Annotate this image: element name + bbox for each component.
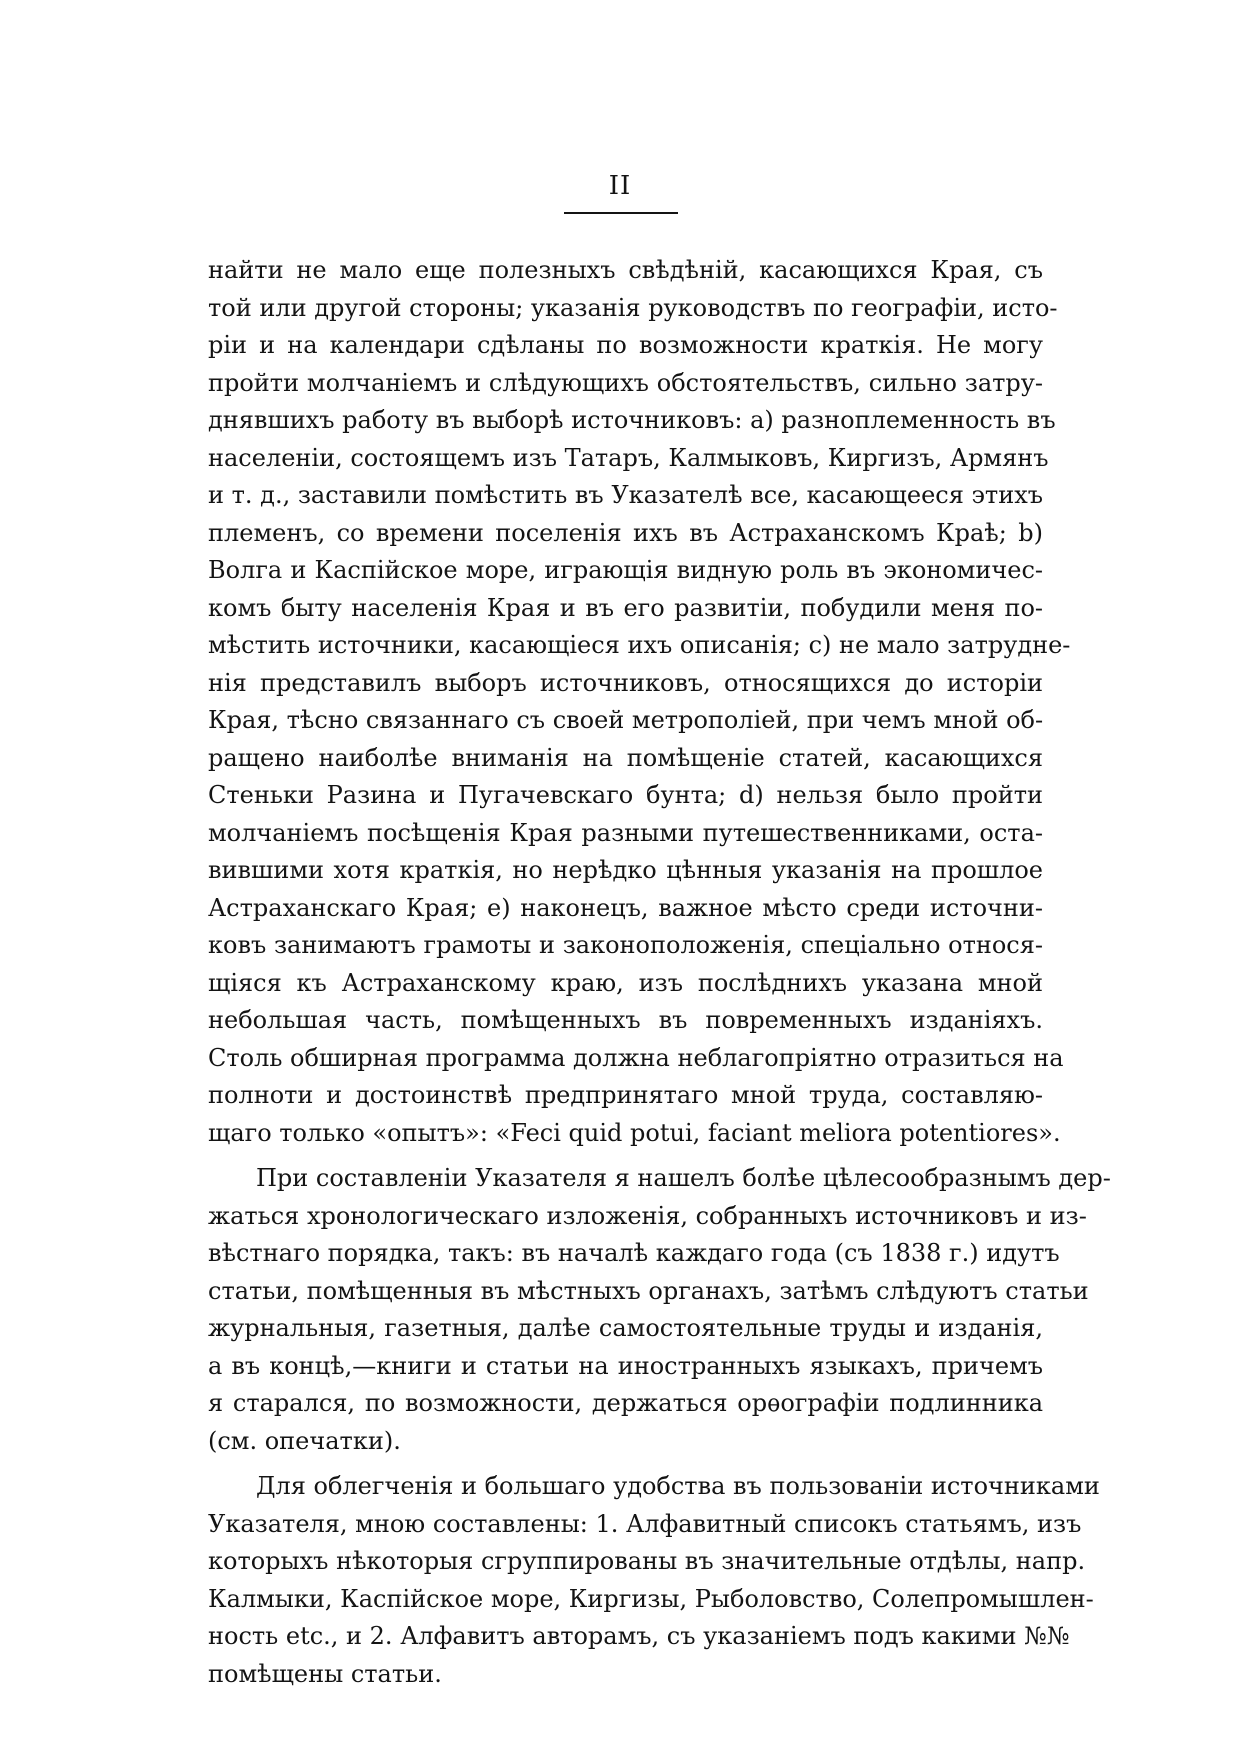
text-line: я старался, по возможности, держаться орѳографіи подлинника [208,1389,1043,1417]
text-line: журнальныя, газетныя, далѣе самостоятельные труды и изданія, [208,1314,1043,1342]
text-line: При составленіи Указателя я нашелъ болѣе цѣлесообразнымъ дер- [256,1164,1111,1192]
text-line: той или другой стороны; указанія руководствъ по географіи, исто- [208,293,1058,322]
text-line: днявшихъ работу въ выборѣ источниковъ: a) разноплеменность въ [208,406,1056,434]
body-text [208,252,1111,1693]
text-line: найти не мало еще полезныхъ свѣдѣній, касающихся Края, съ [208,256,1043,284]
text-line: Волга и Каспійское море, играющія видную роль въ экономичес- [208,556,1043,584]
text-line: ковъ занимаютъ грамоты и законоположенія, спеціально относя- [208,931,1043,959]
text-line: Края, тѣсно связаннаго съ своей метрополіей, при чемъ мной об- [208,706,1044,734]
text-line: ріи и на календари сдѣланы по возможности краткія. Не могу [208,331,1043,359]
text-line: и т. д., заставили помѣстить въ Указателѣ все, касающееся этихъ [208,481,1044,509]
paragraph [208,252,1071,1152]
page-number-rule [564,212,678,214]
text-line: вѣстнаго порядка, такъ: въ началѣ каждаго года (съ 1838 г.) идутъ [208,1239,1060,1267]
text-line: Столь обширная программа должна неблагопріятно отразиться на [208,1043,1064,1072]
paragraph [208,1468,1100,1693]
text-line: Астраханскаго Края; e) наконецъ, важное мѣсто среди источни- [208,893,1043,922]
text-line: населеніи, состоящемъ изъ Татаръ, Калмыковъ, Киргизъ, Армянъ [208,443,1049,472]
text-line: полноти и достоинствѣ предпринятаго мной труда, составляю- [208,1081,1043,1109]
text-line: мѣстить источники, касающіеся ихъ описанія; c) не мало затрудне- [208,631,1071,659]
text-line: статьи, помѣщенныя въ мѣстныхъ органахъ, затѣмъ слѣдуютъ статьи [208,1276,1089,1305]
text-line: (см. опечатки). [208,1426,401,1455]
text-line: ращено наиболѣе вниманія на помѣщеніе статей, касающихся [208,743,1043,772]
text-line: которыхъ нѣкоторыя сгруппированы въ значительные отдѣлы, напр. [208,1547,1086,1575]
text-line: небольшая часть, помѣщенныхъ въ повременныхъ изданіяхъ. [208,1006,1043,1034]
text-line: жаться хронологическаго изложенія, собранныхъ источниковъ и из- [208,1201,1087,1230]
text-line: помѣщены статьи. [208,1659,442,1688]
text-line: Указателя, мною составлены: 1. Алфавитный списокъ статьямъ, изъ [208,1509,1082,1538]
text-line: а въ концѣ,—книги и статьи на иностранныхъ языкахъ, причемъ [208,1351,1043,1380]
text-line: племенъ, со времени поселенія ихъ въ Астраханскомъ Краѣ; b) [208,518,1043,547]
text-line: нія представилъ выборъ источниковъ, относящихся до исторіи [208,668,1043,697]
text-line: вившими хотя краткія, но нерѣдко цѣнныя указанія на прошлое [208,856,1043,884]
text-line: Стеньки Разина и Пугачевскаго бунта; d) нельзя было пройти [208,781,1043,809]
text-line: Для облегченія и большаго удобства въ пользованіи источниками [256,1472,1100,1500]
text-line: пройти молчаніемъ и слѣдующихъ обстоятельствъ, сильно затру- [208,368,1043,397]
paragraph [208,1160,1111,1460]
page-number: II [608,171,632,201]
text-line: щіяся къ Астраханскому краю, изъ послѣднихъ указана мной [208,968,1043,997]
text-line: молчаніемъ посѣщенія Края разными путешественниками, оста- [208,818,1043,847]
text-line: ность etc., и 2. Алфавитъ авторамъ, съ указаніемъ подъ какими №№ [208,1622,1070,1650]
text-line: щаго только «опытъ»: «Feci quid potui, faciant meliora potentiores». [208,1118,1061,1147]
text-line: комъ быту населенія Края и въ его развитіи, побудили меня по- [208,593,1043,622]
text-line: Калмыки, Каспійское море, Киргизы, Рыболовство, Солепромышлен- [208,1584,1094,1613]
